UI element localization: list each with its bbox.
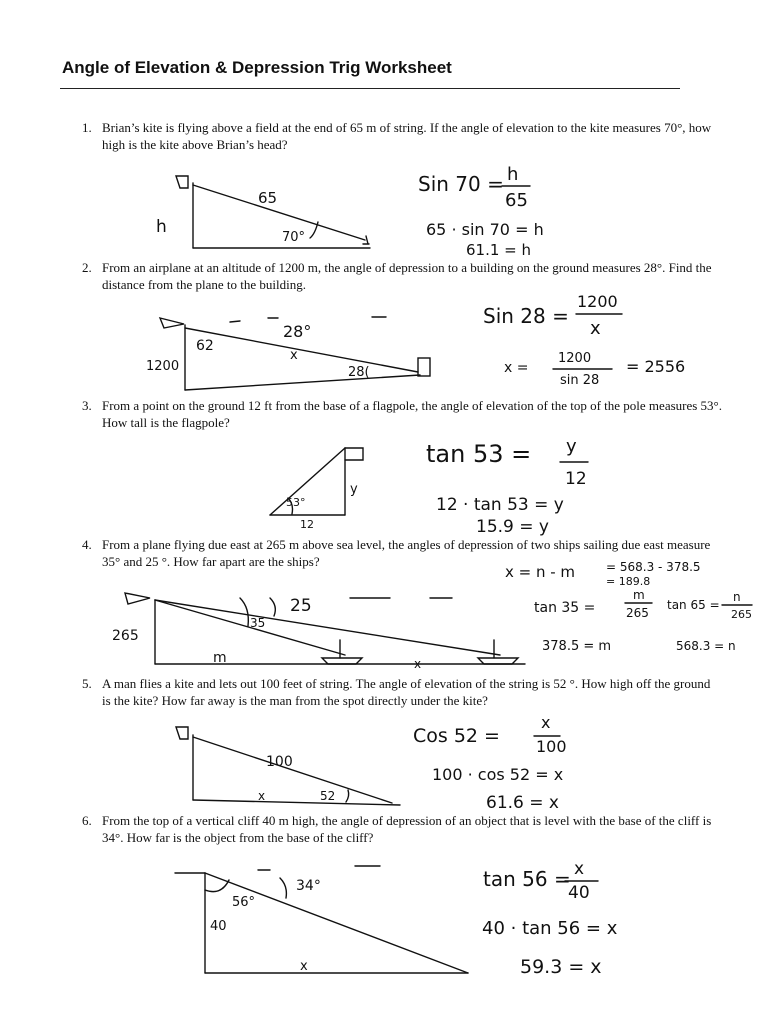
work-line: 265 (731, 608, 752, 621)
diagram-label: x (300, 959, 308, 974)
work-line: 15.9 = y (476, 517, 549, 537)
work-line: Cos 52 = (413, 725, 500, 747)
work-line: 378.5 = m (542, 639, 612, 654)
work-line: x (590, 318, 601, 339)
work-line: 12 · tan 53 = y (436, 495, 564, 515)
work-line: h (507, 164, 519, 185)
diagram-label: y (350, 482, 358, 497)
work-line: 61.1 = h (466, 241, 532, 259)
problem-number: 6. (82, 813, 92, 828)
work-line: = 189.8 (606, 575, 651, 588)
diagram-label: 265 (112, 628, 139, 644)
problem-text: From the top of a vertical cliff 40 m high, the angle of depression of an object that is level with the base of the cliff is 34°. How far is the object from the base of the cliff? (102, 813, 712, 845)
diagram-label: 100 (266, 754, 293, 770)
problem-number: 1. (82, 120, 92, 135)
work-line: = 2556 (626, 357, 686, 376)
diagram-label: x (414, 657, 422, 671)
problem-number: 5. (82, 676, 92, 691)
work-line: 40 · tan 56 = x (482, 918, 618, 939)
work-line: 59.3 = x (520, 956, 602, 978)
page-title: Angle of Elevation & Depression Trig Worksheet (62, 58, 452, 77)
work-line: 100 · cos 52 = x (432, 765, 564, 784)
diagram-label: 34° (296, 878, 321, 894)
work-line: 100 (536, 737, 567, 756)
diagram-label: 40 (210, 919, 227, 934)
diagram-label: x (258, 789, 266, 803)
diagram-label: 28° (283, 322, 312, 341)
problem-text: A man flies a kite and lets out 100 feet of string. The angle of elevation of the string is 52 °. How high off the ground is the kite? How far away is the man from the spot directly under the kite? (102, 676, 711, 708)
work-line: x (541, 713, 551, 732)
diagram-label: h (156, 217, 167, 237)
work-line: tan 65 = (667, 598, 720, 612)
work-line: n (733, 590, 741, 604)
work-line: y (566, 436, 577, 457)
work-line: x = n - m (505, 563, 576, 581)
problem-number: 2. (82, 260, 92, 275)
problem-number: 3. (82, 398, 92, 413)
diagram-label: 52 (320, 789, 336, 803)
diagram-label: 12 (300, 518, 314, 531)
work-line: 1200 (577, 292, 618, 311)
work-line: 40 (568, 883, 590, 903)
work-line: 265 (626, 606, 649, 620)
diagram-label: m (213, 650, 227, 666)
work-line: 61.6 = x (486, 793, 559, 813)
diagram-label: 53° (286, 496, 306, 509)
diagram-label: 70° (282, 230, 306, 245)
diagram-label: 65 (258, 189, 278, 207)
work-line: 12 (565, 469, 587, 489)
work-line: tan 35 = (534, 600, 596, 616)
work-line: m (633, 588, 645, 602)
work-line: x (574, 859, 585, 879)
diagram-label: 28( (348, 365, 370, 380)
work-line: tan 53 = (426, 440, 532, 468)
diagram-label: x (290, 348, 298, 363)
work-line: Sin 70 = (418, 172, 504, 196)
work-line: 65 (505, 190, 528, 211)
problem-text: From a point on the ground 12 ft from the base of a flagpole, the angle of elevation of the top of the pole measures 53°. How tall is the flagpole? (102, 398, 723, 430)
work-line: 568.3 = n (676, 639, 736, 653)
diagram-label: 1200 (146, 359, 180, 374)
problem-text: From a plane flying due east at 265 m above sea level, the angles of depression of two ships sailing due east measure 35° and 25 °. How far apart are the ships? (102, 537, 711, 569)
diagram-label: 56° (232, 895, 256, 910)
work-line: 1200 (558, 351, 592, 366)
work-line: sin 28 (560, 373, 600, 388)
work-line: x = (504, 360, 529, 376)
diagram-label: 35 (250, 616, 266, 630)
work-line: Sin 28 = (483, 304, 569, 328)
problem-text: Brian’s kite is flying above a field at the end of 65 m of string. If the angle of elevation to the kite measures 70°, how high is the kite above Brian’s head? (102, 120, 712, 152)
problem-number: 4. (82, 537, 92, 552)
diagram-label: 62 (196, 338, 214, 354)
problem-text: From an airplane at an altitude of 1200 m, the angle of depression to a building on the ground measures 28°. Find the distance from the plane to the building. (102, 260, 712, 292)
diagram-label: 25 (290, 596, 312, 616)
work-line: tan 56 = (483, 867, 571, 891)
work-line: 65 · sin 70 = h (426, 220, 544, 239)
work-line: = 568.3 - 378.5 (606, 560, 701, 574)
